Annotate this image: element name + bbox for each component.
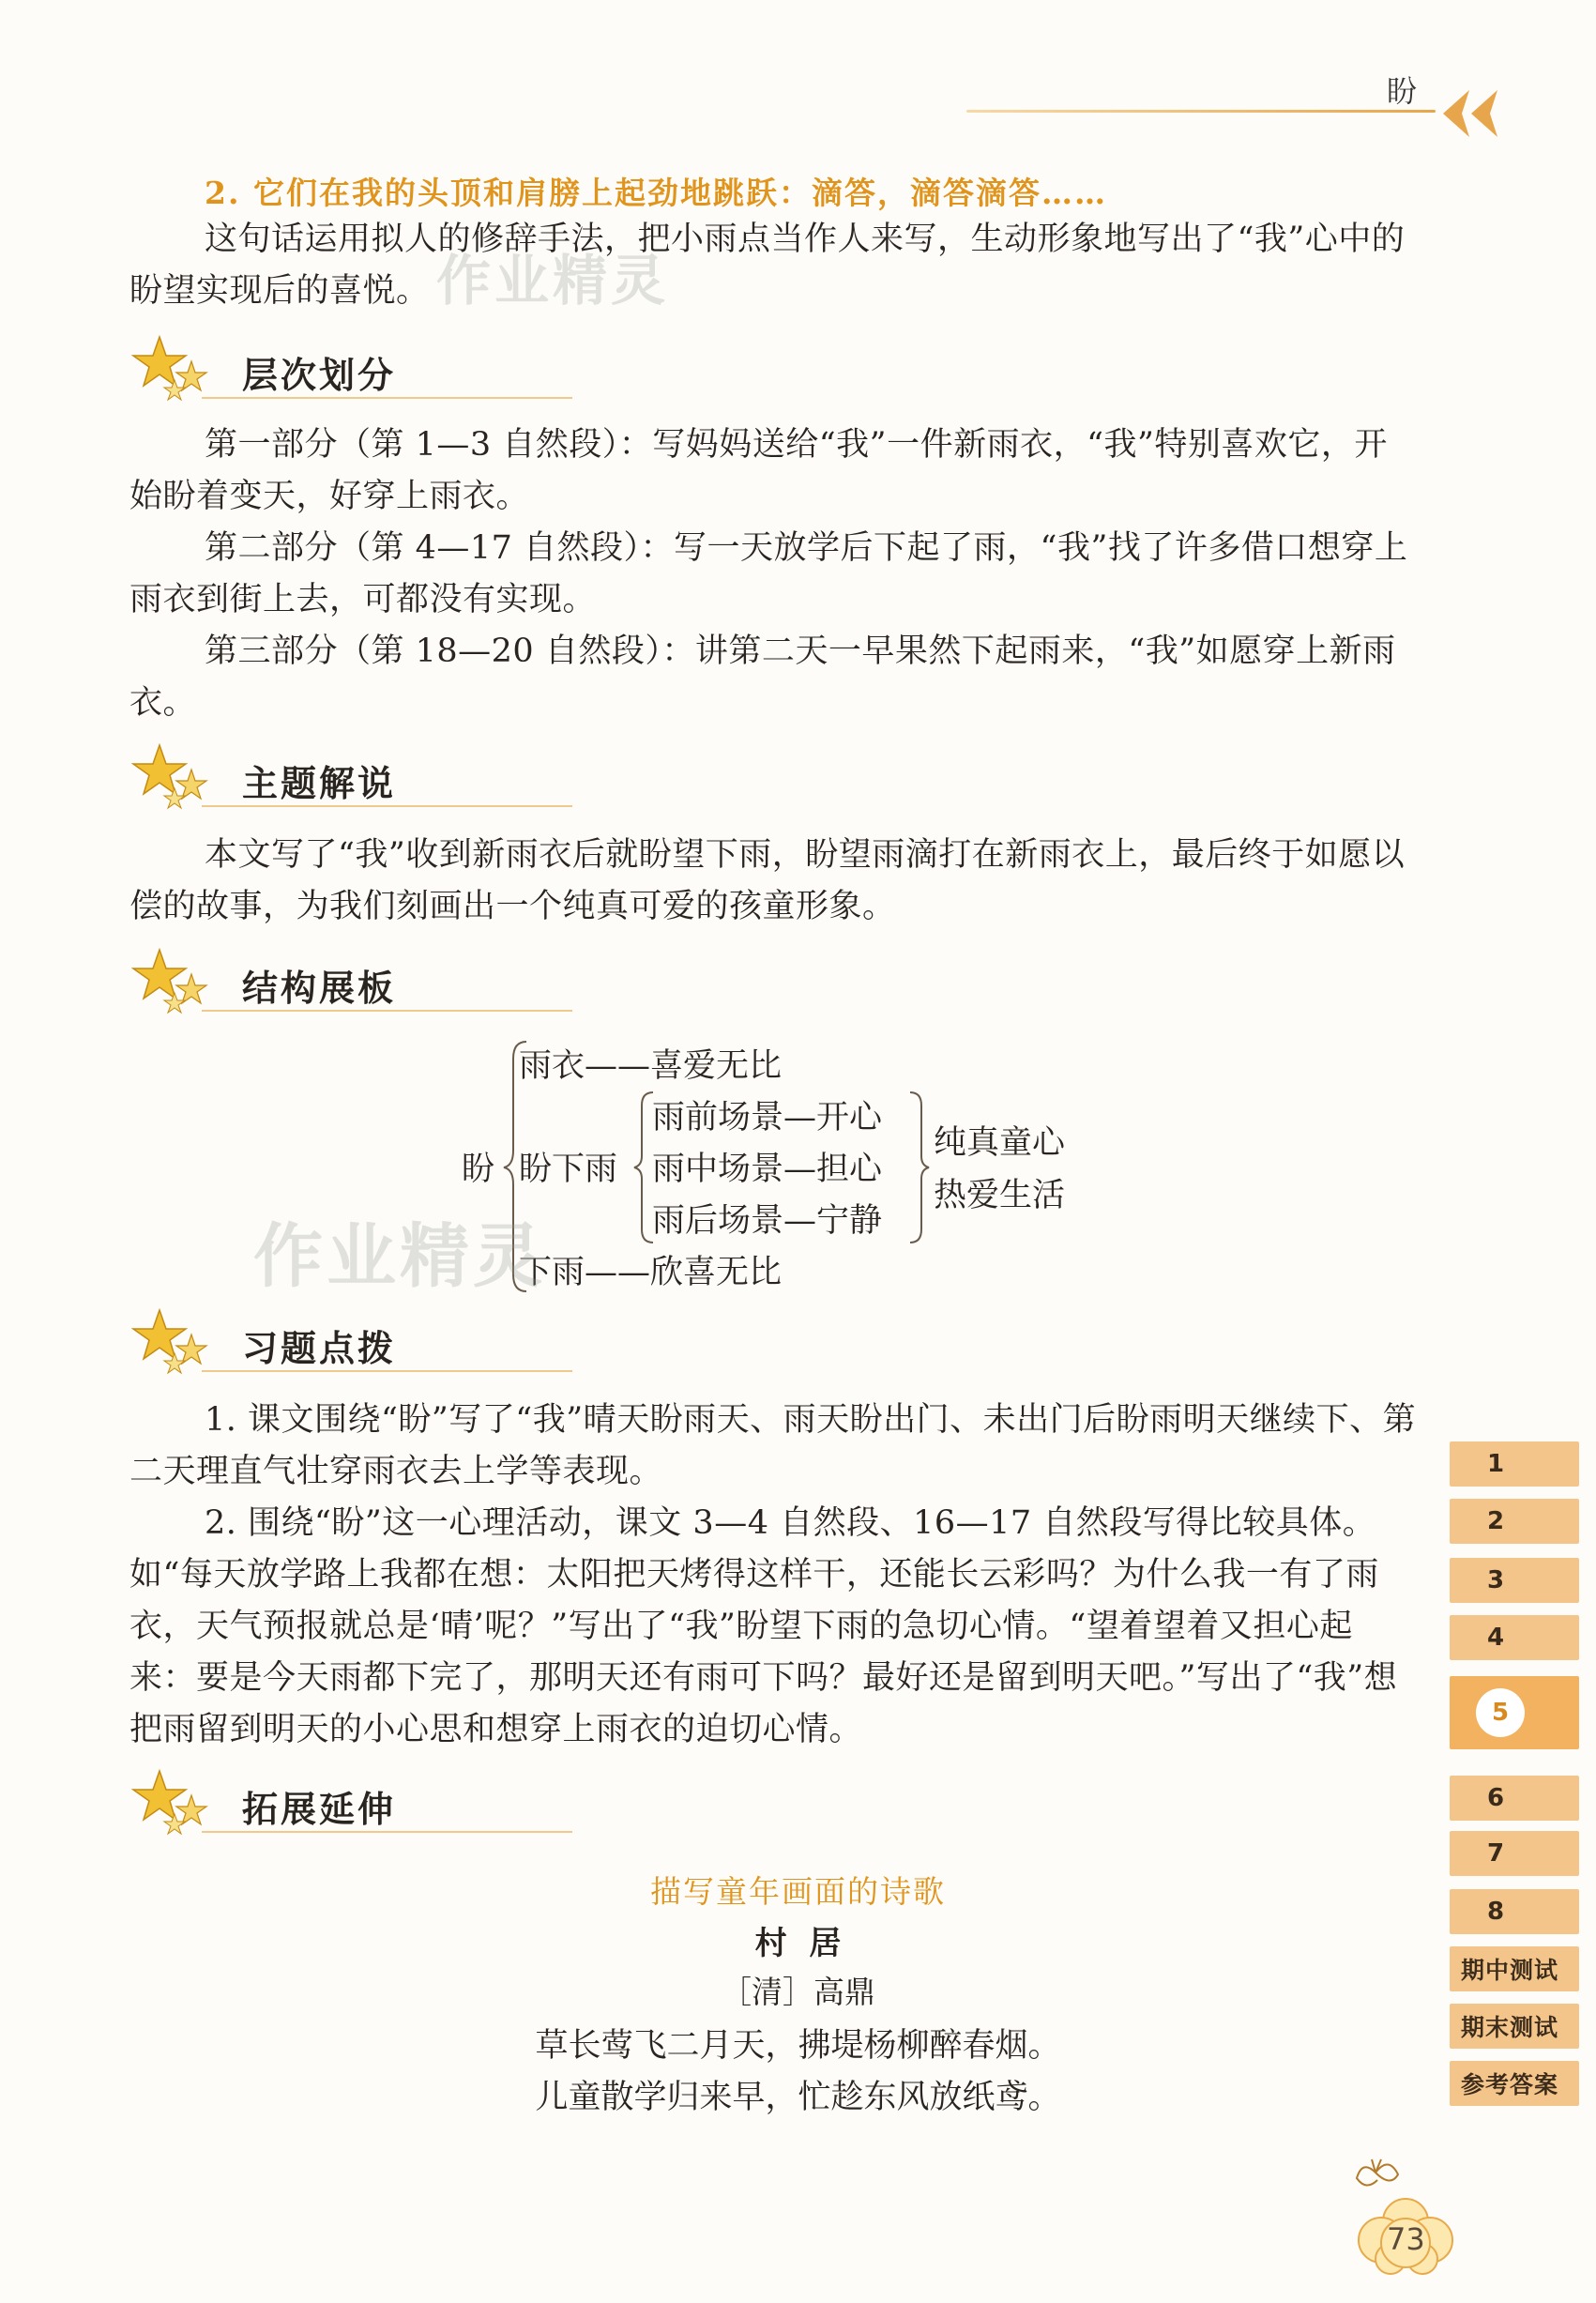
section-title: 层次划分 [242, 355, 397, 396]
section-title: 习题点拨 [242, 1328, 397, 1369]
diagram-scene-after: 雨后场景—宁静 [652, 1202, 883, 1240]
diagram-branch-raincoat: 雨衣——喜爱无比 [519, 1047, 783, 1085]
tab-final[interactable]: 期末测试 [1450, 2004, 1579, 2049]
section-underline [202, 805, 572, 807]
poem-heading: 描写童年画面的诗歌 [650, 1873, 946, 1910]
section-title: 拓展延伸 [242, 1789, 397, 1830]
section-heading-exercises [131, 1306, 450, 1381]
layer-part-1: 第一部分（第 1—3 自然段）：写妈妈送给“我”一件新雨衣，“我”特别喜欢它，开始盼着变天，好穿上雨衣。 [129, 426, 1388, 515]
diagram-result-2: 热爱生活 [934, 1177, 1066, 1214]
tab-unit-5[interactable] [1450, 1676, 1579, 1749]
poem-title: 村 居 [754, 1925, 842, 1962]
tab-unit-8[interactable]: 8 [1450, 1889, 1579, 1934]
tab-unit-4[interactable]: 4 [1450, 1615, 1579, 1660]
watermark: 作业精灵 [436, 249, 670, 313]
tab-unit-7[interactable]: 7 [1450, 1831, 1579, 1876]
exercise-2: 2. 围绕“盼”这一心理活动，课文 3—4 自然段、16—17 自然段写得比较具体。如“每天放学路上我都在想：太阳把天烤得这样干，还能长云彩吗？为什么我一有了雨衣，天气预报就总是‘晴’呢？”写出了“我”盼望下雨的急切心情。“望着望着又担心起来：要是今天雨都下完了，那明天还有雨可下吗？最好还是留到明天吧。”写出了“我”想把雨留到明天的小心思和想穿上雨衣的迫切心情。 [129, 1504, 1398, 1748]
tab-unit-2[interactable]: 2 [1450, 1499, 1579, 1544]
question-quote: 2. 它们在我的头顶和肩膀上起劲地跳跃：滴答，滴答滴答…… [205, 175, 1107, 211]
header-rule [966, 110, 1436, 113]
diagram-branch-rain: 下雨——欣喜无比 [519, 1254, 783, 1291]
question-answer: 这句话运用拟人的修辞手法，把小雨点当作人来写，生动形象地写出了“我”心中的盼望实现后的喜悦。 [129, 221, 1406, 310]
page-number: 73 [1387, 2221, 1425, 2257]
diagram-result-1: 纯真童心 [934, 1124, 1066, 1162]
tab-midterm[interactable]: 期中测试 [1450, 1946, 1579, 1991]
poem-author: ［清］高鼎 [721, 1974, 875, 2010]
bracket-result [908, 1090, 931, 1245]
theme-paragraph: 本文写了“我”收到新雨衣后就盼望下雨，盼望雨滴打在新雨衣上，最后终于如愿以偿的故事，为我们刻画出一个纯真可爱的孩童形象。 [129, 836, 1406, 925]
layer-part-3: 第三部分（第 18—20 自然段）：讲第二天一早果然下起雨来，“我”如愿穿上新雨衣。 [129, 633, 1396, 722]
diagram-scene-before: 雨前场景—开心 [652, 1099, 883, 1136]
section-underline [202, 1010, 572, 1012]
diagram-branch-wait: 盼下雨 [519, 1151, 618, 1188]
active-tab-label: 5 [1476, 1688, 1525, 1737]
double-chevron-icon [1443, 90, 1499, 137]
section-heading-extension [131, 1767, 450, 1842]
section-heading-theme [131, 741, 450, 816]
section-title: 主题解说 [242, 763, 397, 804]
watermark: 作业精灵 [253, 1216, 546, 1297]
tab-unit-1[interactable]: 1 [1450, 1441, 1579, 1487]
exercise-1: 1. 课文围绕“盼”写了“我”晴天盼雨天、雨天盼出门、未出门后盼雨明天继续下、第二天理直气壮穿雨衣去上学等表现。 [129, 1401, 1417, 1490]
poem-line-1: 草长莺飞二月天，拂堤杨柳醉春烟。 [535, 2027, 1061, 2065]
tab-unit-3[interactable]: 3 [1450, 1558, 1579, 1603]
section-underline [202, 1831, 572, 1833]
diagram-scene-during: 雨中场景—担心 [652, 1151, 883, 1188]
layer-part-2: 第二部分（第 4—17 自然段）：写一天放学后下起了雨，“我”找了许多借口想穿上雨衣到街上去，可都没有实现。 [129, 529, 1408, 618]
poem-line-2: 儿童散学归来早，忙趁东风放纸鸢。 [535, 2079, 1061, 2116]
section-heading-layers [131, 333, 450, 408]
section-heading-structure [131, 946, 450, 1021]
section-underline [202, 397, 572, 399]
section-underline [202, 1370, 572, 1372]
chapter-title: 盼 [1387, 73, 1418, 109]
section-title: 结构展板 [242, 968, 397, 1009]
diagram-root: 盼 [462, 1151, 495, 1188]
tab-unit-6[interactable]: 6 [1450, 1776, 1579, 1821]
tab-answers[interactable]: 参考答案 [1450, 2061, 1579, 2106]
